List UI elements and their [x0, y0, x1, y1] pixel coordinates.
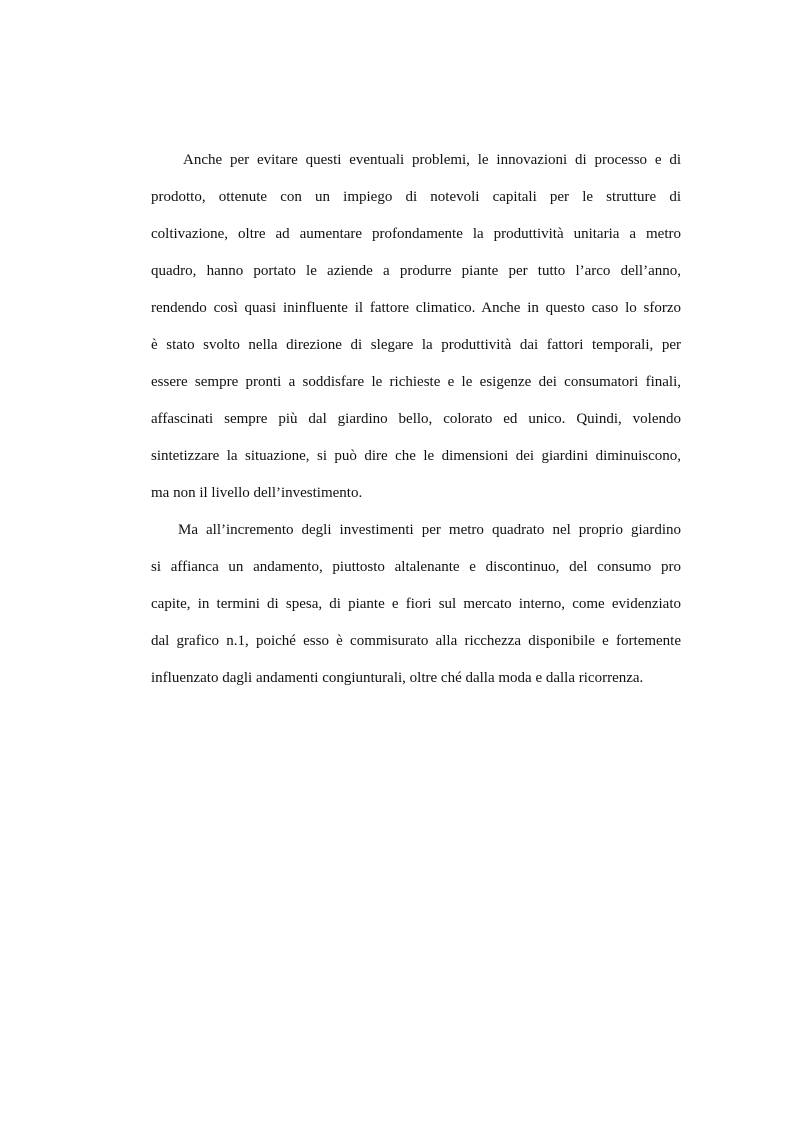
text-line: coltivazione, oltre ad aumentare profondamente la produttività unitaria a metro	[151, 226, 681, 242]
text-line: influenzato dagli andamenti congiunturali, oltre ché dalla moda e dalla ricorrenza.	[151, 670, 644, 686]
paragraph-1	[151, 142, 681, 512]
text-line: Anche per evitare questi eventuali problemi, le innovazioni di processo e di	[183, 152, 681, 168]
text-line: rendendo così quasi ininfluente il fattore climatico. Anche in questo caso lo sforzo	[151, 300, 681, 316]
text-line: affascinati sempre più dal giardino bello, colorato ed unico. Quindi, volendo	[151, 411, 681, 427]
text-line: si affianca un andamento, piuttosto altalenante e discontinuo, del consumo pro	[151, 559, 681, 575]
paragraph-2	[151, 512, 681, 697]
text-line: Ma all’incremento degli investimenti per metro quadrato nel proprio giardino	[178, 522, 681, 538]
text-line: dal grafico n.1, poiché esso è commisurato alla ricchezza disponibile e fortemente	[151, 633, 681, 649]
body-text	[151, 142, 681, 697]
text-line: ma non il livello dell’investimento.	[151, 485, 363, 501]
text-line: sintetizzare la situazione, si può dire che le dimensioni dei giardini diminuiscono,	[151, 448, 681, 464]
text-line: capite, in termini di spesa, di piante e fiori sul mercato interno, come evidenziato	[151, 596, 681, 612]
text-line: prodotto, ottenute con un impiego di notevoli capitali per le strutture di	[151, 189, 681, 205]
text-line: essere sempre pronti a soddisfare le richieste e le esigenze dei consumatori finali,	[151, 374, 681, 390]
text-line: è stato svolto nella direzione di slegare la produttività dai fattori temporali, per	[151, 337, 681, 353]
text-line: quadro, hanno portato le aziende a produrre piante per tutto l’arco dell’anno,	[151, 263, 681, 279]
